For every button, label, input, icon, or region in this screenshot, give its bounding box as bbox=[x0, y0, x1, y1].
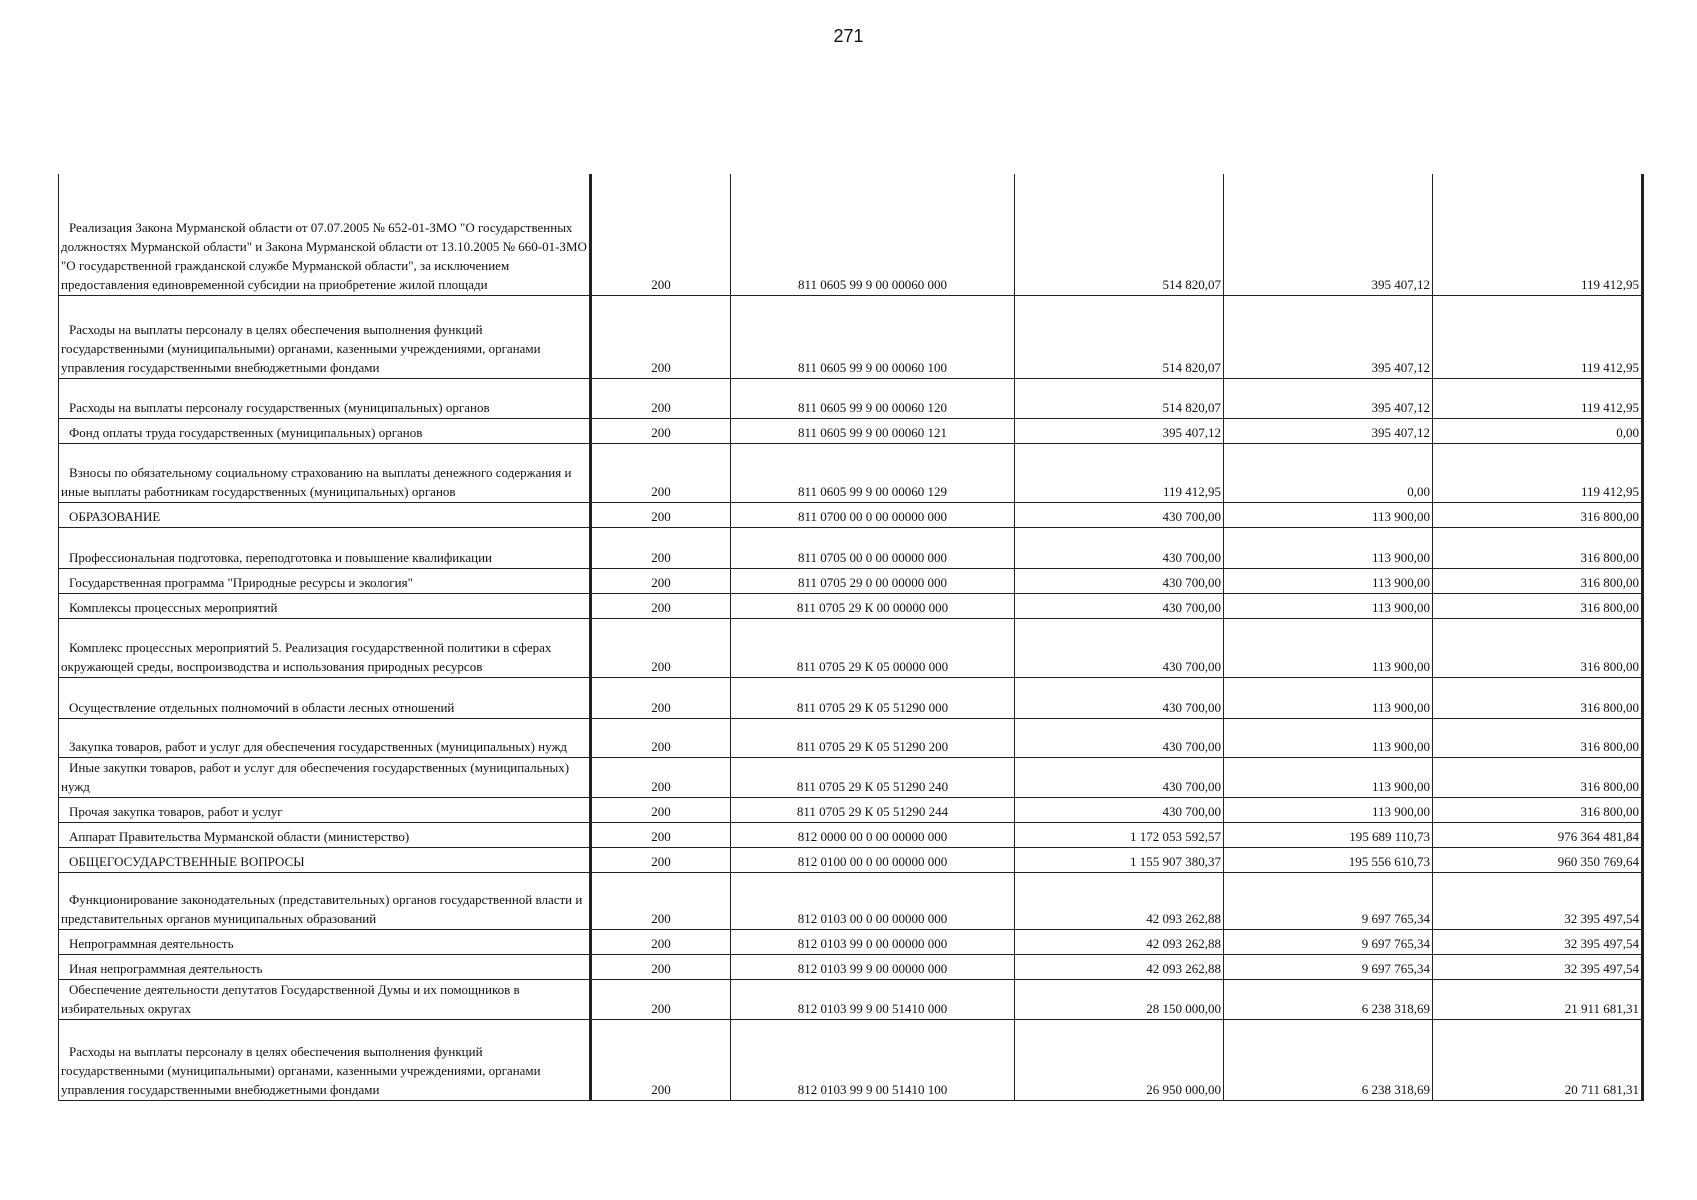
row-name: Непрограммная деятельность bbox=[59, 929, 591, 954]
row-value-1: 1 172 053 592,57 bbox=[1015, 822, 1224, 847]
row-kbk: 812 0103 99 9 00 51410 100 bbox=[731, 1019, 1015, 1100]
row-value-2: 395 407,12 bbox=[1224, 174, 1433, 295]
row-value-3: 316 800,00 bbox=[1433, 593, 1643, 618]
row-name: Закупка товаров, работ и услуг для обеспечения государственных (муниципальных) нужд bbox=[59, 718, 591, 757]
row-code: 200 bbox=[591, 527, 731, 568]
row-code: 200 bbox=[591, 822, 731, 847]
row-code: 200 bbox=[591, 378, 731, 418]
row-value-1: 430 700,00 bbox=[1015, 797, 1224, 822]
row-value-1: 430 700,00 bbox=[1015, 502, 1224, 527]
page-number: 271 bbox=[833, 26, 864, 46]
row-value-1: 430 700,00 bbox=[1015, 527, 1224, 568]
row-value-1: 28 150 000,00 bbox=[1015, 979, 1224, 1019]
row-name: Реализация Закона Мурманской области от 07.07.2005 № 652-01-ЗМО "О государственных должностях Мурманской области" и Закона Мурманской области от 13.10.2005 № 660-01-ЗМО "О государственной гражданской службе Мурманской области", за исключением предоставления единовременной субсидии на приобретение жилой площади bbox=[59, 174, 591, 295]
row-value-2: 113 900,00 bbox=[1224, 593, 1433, 618]
table-row bbox=[59, 593, 1643, 618]
row-value-2: 113 900,00 bbox=[1224, 568, 1433, 593]
row-value-3: 20 711 681,31 bbox=[1433, 1019, 1643, 1100]
row-name: Комплексы процессных мероприятий bbox=[59, 593, 591, 618]
row-kbk: 811 0705 29 К 05 51290 244 bbox=[731, 797, 1015, 822]
row-value-3: 0,00 bbox=[1433, 418, 1643, 443]
row-value-1: 42 093 262,88 bbox=[1015, 954, 1224, 979]
row-code: 200 bbox=[591, 797, 731, 822]
row-kbk: 811 0605 99 9 00 00060 129 bbox=[731, 443, 1015, 502]
row-name: Расходы на выплаты персоналу государственных (муниципальных) органов bbox=[59, 378, 591, 418]
row-code: 200 bbox=[591, 593, 731, 618]
row-code: 200 bbox=[591, 847, 731, 872]
table-row bbox=[59, 502, 1643, 527]
row-value-2: 395 407,12 bbox=[1224, 378, 1433, 418]
row-value-1: 430 700,00 bbox=[1015, 593, 1224, 618]
row-kbk: 811 0705 29 К 05 51290 200 bbox=[731, 718, 1015, 757]
row-kbk: 811 0605 99 9 00 00060 100 bbox=[731, 295, 1015, 378]
row-value-1: 430 700,00 bbox=[1015, 677, 1224, 718]
table-row bbox=[59, 872, 1643, 929]
row-code: 200 bbox=[591, 502, 731, 527]
row-code: 200 bbox=[591, 443, 731, 502]
row-value-2: 195 689 110,73 bbox=[1224, 822, 1433, 847]
row-code: 200 bbox=[591, 929, 731, 954]
row-value-3: 316 800,00 bbox=[1433, 757, 1643, 797]
row-value-2: 9 697 765,34 bbox=[1224, 929, 1433, 954]
row-value-3: 119 412,95 bbox=[1433, 174, 1643, 295]
row-kbk: 811 0705 29 К 05 51290 240 bbox=[731, 757, 1015, 797]
row-value-2: 113 900,00 bbox=[1224, 618, 1433, 677]
row-kbk: 811 0705 29 0 00 00000 000 bbox=[731, 568, 1015, 593]
row-value-3: 119 412,95 bbox=[1433, 443, 1643, 502]
row-code: 200 bbox=[591, 618, 731, 677]
row-value-2: 0,00 bbox=[1224, 443, 1433, 502]
row-kbk: 811 0705 29 К 05 51290 000 bbox=[731, 677, 1015, 718]
row-value-2: 113 900,00 bbox=[1224, 718, 1433, 757]
row-value-3: 976 364 481,84 bbox=[1433, 822, 1643, 847]
row-value-3: 316 800,00 bbox=[1433, 618, 1643, 677]
row-kbk: 812 0100 00 0 00 00000 000 bbox=[731, 847, 1015, 872]
table-row bbox=[59, 757, 1643, 797]
row-value-3: 21 911 681,31 bbox=[1433, 979, 1643, 1019]
row-name: Осуществление отдельных полномочий в области лесных отношений bbox=[59, 677, 591, 718]
row-name: Государственная программа "Природные ресурсы и экология" bbox=[59, 568, 591, 593]
table-row bbox=[59, 677, 1643, 718]
row-value-1: 514 820,07 bbox=[1015, 378, 1224, 418]
row-name: Иная непрограммная деятельность bbox=[59, 954, 591, 979]
table-row bbox=[59, 822, 1643, 847]
row-kbk: 812 0103 00 0 00 00000 000 bbox=[731, 872, 1015, 929]
row-name: Фонд оплаты труда государственных (муниципальных) органов bbox=[59, 418, 591, 443]
row-name: Аппарат Правительства Мурманской области (министерство) bbox=[59, 822, 591, 847]
row-kbk: 811 0605 99 9 00 00060 000 bbox=[731, 174, 1015, 295]
row-value-2: 113 900,00 bbox=[1224, 502, 1433, 527]
row-value-3: 316 800,00 bbox=[1433, 568, 1643, 593]
row-value-3: 119 412,95 bbox=[1433, 378, 1643, 418]
row-value-3: 316 800,00 bbox=[1433, 797, 1643, 822]
row-value-1: 430 700,00 bbox=[1015, 718, 1224, 757]
row-value-3: 960 350 769,64 bbox=[1433, 847, 1643, 872]
table-row bbox=[59, 618, 1643, 677]
row-value-2: 395 407,12 bbox=[1224, 418, 1433, 443]
row-kbk: 811 0605 99 9 00 00060 121 bbox=[731, 418, 1015, 443]
row-code: 200 bbox=[591, 979, 731, 1019]
row-code: 200 bbox=[591, 568, 731, 593]
row-code: 200 bbox=[591, 954, 731, 979]
row-kbk: 812 0103 99 9 00 00000 000 bbox=[731, 954, 1015, 979]
row-value-1: 430 700,00 bbox=[1015, 618, 1224, 677]
row-value-2: 9 697 765,34 bbox=[1224, 872, 1433, 929]
row-code: 200 bbox=[591, 418, 731, 443]
row-value-2: 6 238 318,69 bbox=[1224, 979, 1433, 1019]
row-value-2: 113 900,00 bbox=[1224, 757, 1433, 797]
row-name: Профессиональная подготовка, переподготовка и повышение квалификации bbox=[59, 527, 591, 568]
row-value-1: 430 700,00 bbox=[1015, 757, 1224, 797]
table-row bbox=[59, 847, 1643, 872]
table-row bbox=[59, 527, 1643, 568]
row-kbk: 811 0705 29 К 05 00000 000 bbox=[731, 618, 1015, 677]
table-row bbox=[59, 418, 1643, 443]
row-value-1: 430 700,00 bbox=[1015, 568, 1224, 593]
table-row bbox=[59, 378, 1643, 418]
table-row bbox=[59, 174, 1643, 295]
row-value-1: 395 407,12 bbox=[1015, 418, 1224, 443]
table-row bbox=[59, 1019, 1643, 1100]
row-name: Расходы на выплаты персоналу в целях обеспечения выполнения функций государственными (муниципальными) органами, казенными учреждениями, органами управления государственными внебюджетными фондами bbox=[59, 295, 591, 378]
table-row bbox=[59, 568, 1643, 593]
row-value-3: 316 800,00 bbox=[1433, 718, 1643, 757]
row-value-1: 1 155 907 380,37 bbox=[1015, 847, 1224, 872]
row-value-2: 113 900,00 bbox=[1224, 527, 1433, 568]
row-value-3: 316 800,00 bbox=[1433, 502, 1643, 527]
row-value-3: 32 395 497,54 bbox=[1433, 872, 1643, 929]
budget-table bbox=[58, 174, 1644, 1101]
row-value-3: 32 395 497,54 bbox=[1433, 954, 1643, 979]
row-kbk: 811 0700 00 0 00 00000 000 bbox=[731, 502, 1015, 527]
row-name: Расходы на выплаты персоналу в целях обеспечения выполнения функций государственными (муниципальными) органами, казенными учреждениями, органами управления государственными внебюджетными фондами bbox=[59, 1019, 591, 1100]
row-code: 200 bbox=[591, 872, 731, 929]
row-value-3: 316 800,00 bbox=[1433, 527, 1643, 568]
row-value-1: 514 820,07 bbox=[1015, 295, 1224, 378]
table-row bbox=[59, 979, 1643, 1019]
row-name: Функционирование законодательных (представительных) органов государственной власти и представительных органов муниципальных образований bbox=[59, 872, 591, 929]
row-code: 200 bbox=[591, 718, 731, 757]
row-kbk: 811 0705 00 0 00 00000 000 bbox=[731, 527, 1015, 568]
row-name: Прочая закупка товаров, работ и услуг bbox=[59, 797, 591, 822]
row-name: Взносы по обязательному социальному страхованию на выплаты денежного содержания и иные выплаты работникам государственных (муниципальных) органов bbox=[59, 443, 591, 502]
row-name: Обеспечение деятельности депутатов Государственной Думы и их помощников в избирательных округах bbox=[59, 979, 591, 1019]
row-code: 200 bbox=[591, 1019, 731, 1100]
row-value-3: 316 800,00 bbox=[1433, 677, 1643, 718]
row-value-1: 42 093 262,88 bbox=[1015, 872, 1224, 929]
row-kbk: 812 0103 99 0 00 00000 000 bbox=[731, 929, 1015, 954]
row-value-1: 514 820,07 bbox=[1015, 174, 1224, 295]
row-value-2: 195 556 610,73 bbox=[1224, 847, 1433, 872]
row-name: Иные закупки товаров, работ и услуг для обеспечения государственных (муниципальных) нужд bbox=[59, 757, 591, 797]
table-row bbox=[59, 718, 1643, 757]
row-kbk: 811 0705 29 К 00 00000 000 bbox=[731, 593, 1015, 618]
row-value-2: 113 900,00 bbox=[1224, 677, 1433, 718]
row-value-1: 26 950 000,00 bbox=[1015, 1019, 1224, 1100]
row-value-2: 395 407,12 bbox=[1224, 295, 1433, 378]
row-code: 200 bbox=[591, 295, 731, 378]
row-name: ОБЩЕГОСУДАРСТВЕННЫЕ ВОПРОСЫ bbox=[59, 847, 591, 872]
row-name: ОБРАЗОВАНИЕ bbox=[59, 502, 591, 527]
row-kbk: 812 0000 00 0 00 00000 000 bbox=[731, 822, 1015, 847]
table-row bbox=[59, 954, 1643, 979]
table-row bbox=[59, 929, 1643, 954]
row-value-1: 119 412,95 bbox=[1015, 443, 1224, 502]
row-value-2: 113 900,00 bbox=[1224, 797, 1433, 822]
row-value-3: 119 412,95 bbox=[1433, 295, 1643, 378]
table-row bbox=[59, 443, 1643, 502]
row-value-1: 42 093 262,88 bbox=[1015, 929, 1224, 954]
row-value-2: 6 238 318,69 bbox=[1224, 1019, 1433, 1100]
row-code: 200 bbox=[591, 174, 731, 295]
row-kbk: 811 0605 99 9 00 00060 120 bbox=[731, 378, 1015, 418]
row-code: 200 bbox=[591, 757, 731, 797]
row-code: 200 bbox=[591, 677, 731, 718]
row-name: Комплекс процессных мероприятий 5. Реализация государственной политики в сферах окружающей среды, воспроизводства и использования природных ресурсов bbox=[59, 618, 591, 677]
table-row bbox=[59, 295, 1643, 378]
table-row bbox=[59, 797, 1643, 822]
row-kbk: 812 0103 99 9 00 51410 000 bbox=[731, 979, 1015, 1019]
row-value-2: 9 697 765,34 bbox=[1224, 954, 1433, 979]
row-value-3: 32 395 497,54 bbox=[1433, 929, 1643, 954]
